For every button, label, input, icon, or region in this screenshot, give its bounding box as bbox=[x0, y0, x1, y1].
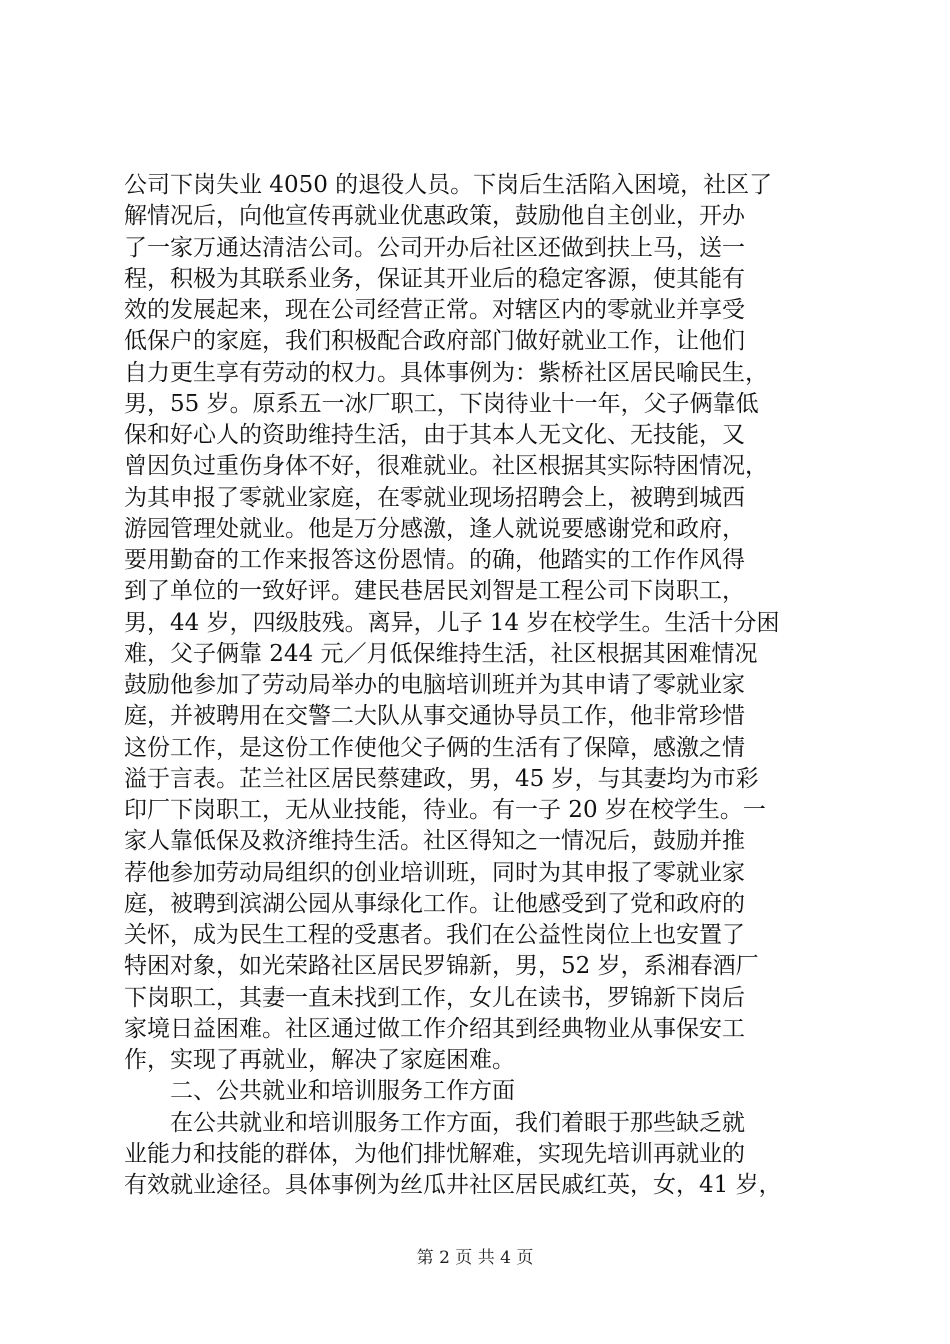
text-line: 男，55 岁。原系五一冰厂职工，下岗待业十一年，父子俩靠低 bbox=[124, 390, 759, 417]
text-line: 在公共就业和培训服务工作方面，我们着眼于那些缺乏就 bbox=[170, 1109, 745, 1136]
text-line: 要用勤奋的工作来报答这份恩情。的确，他踏实的工作作风得 bbox=[124, 547, 745, 573]
text-line: 游园管理处就业。他是万分感激，逢人就说要感谢党和政府， bbox=[124, 515, 745, 542]
text-line: 二、公共就业和培训服务工作方面 bbox=[170, 1078, 515, 1105]
text-line: 保和好心人的资助维持生活，由于其本人无文化、无技能，又 bbox=[124, 422, 745, 448]
page-number-footer: 第 2 页 共 4 页 bbox=[416, 1248, 534, 1268]
text-line: 关怀，成为民生工程的受惠者。我们在公益性岗位上也安置了 bbox=[124, 922, 745, 948]
text-line: 庭，并被聘用在交警二大队从事交通协导员工作，他非常珍惜 bbox=[124, 703, 745, 730]
text-line: 到了单位的一致好评。建民巷居民刘智是工程公司下岗职工， bbox=[124, 578, 745, 605]
text-line: 溢于言表。芷兰社区居民蔡建政，男，45 岁，与其妻均为市彩 bbox=[124, 765, 759, 792]
text-line: 鼓励他参加了劳动局举办的电脑培训班并为其申请了零就业家 bbox=[124, 672, 745, 698]
text-line: 为其申报了零就业家庭，在零就业现场招聘会上，被聘到城西 bbox=[124, 484, 745, 511]
text-line: 有效就业途径。具体事例为丝瓜井社区居民戚红英，女，41 岁， bbox=[124, 1172, 782, 1198]
text-line: 难，父子俩靠 244 元／月低保维持生活，社区根据其困难情况 bbox=[124, 640, 758, 667]
text-line: 特困对象，如光荣路社区居民罗锦新，男，52 岁，系湘春酒厂 bbox=[124, 953, 759, 980]
text-line: 业能力和技能的群体，为他们排忧解难，实现先培训再就业的 bbox=[124, 1140, 745, 1167]
text-line: 效的发展起来，现在公司经营正常。对辖区内的零就业并享受 bbox=[124, 297, 745, 323]
text-line: 低保户的家庭，我们积极配合政府部门做好就业工作，让他们 bbox=[124, 328, 745, 355]
text-line: 自力更生享有劳动的权力。具体事例为：紫桥社区居民喻民生， bbox=[124, 359, 768, 386]
text-line: 公司下岗失业 4050 的退役人员。下岗后生活陷入困境，社区了 bbox=[124, 172, 773, 198]
text-line: 庭，被聘到滨湖公园从事绿化工作。让他感受到了党和政府的 bbox=[124, 890, 745, 917]
text-line: 荐他参加劳动局组织的创业培训班，同时为其申报了零就业家 bbox=[124, 859, 745, 886]
text-line: 印厂下岗职工，无从业技能，待业。有一子 20 岁在校学生。一 bbox=[124, 797, 766, 823]
text-line: 程，积极为其联系业务，保证其开业后的稳定客源，使其能有 bbox=[124, 265, 745, 292]
text-line: 这份工作，是这份工作使他父子俩的生活有了保障，感激之情 bbox=[124, 734, 745, 761]
text-line: 曾因负过重伤身体不好，很难就业。社区根据其实际特困情况， bbox=[124, 453, 768, 480]
text-line: 男，44 岁，四级肢残。离异，儿子 14 岁在校学生。生活十分困 bbox=[124, 609, 780, 636]
text-line: 作，实现了再就业，解决了家庭困难。 bbox=[124, 1047, 515, 1073]
text-line: 解情况后，向他宣传再就业优惠政策，鼓励他自主创业，开办 bbox=[124, 203, 745, 230]
text-line: 了一家万通达清洁公司。公司开办后社区还做到扶上马，送一 bbox=[124, 234, 745, 261]
document-body bbox=[124, 170, 834, 1201]
text-line: 家人靠低保及救济维持生活。社区得知之一情况后，鼓励并推 bbox=[124, 828, 745, 855]
text-line: 家境日益困难。社区通过做工作介绍其到经典物业从事保安工 bbox=[124, 1015, 745, 1042]
text-line: 下岗职工，其妻一直未找到工作，女儿在读书，罗锦新下岗后 bbox=[124, 984, 745, 1011]
